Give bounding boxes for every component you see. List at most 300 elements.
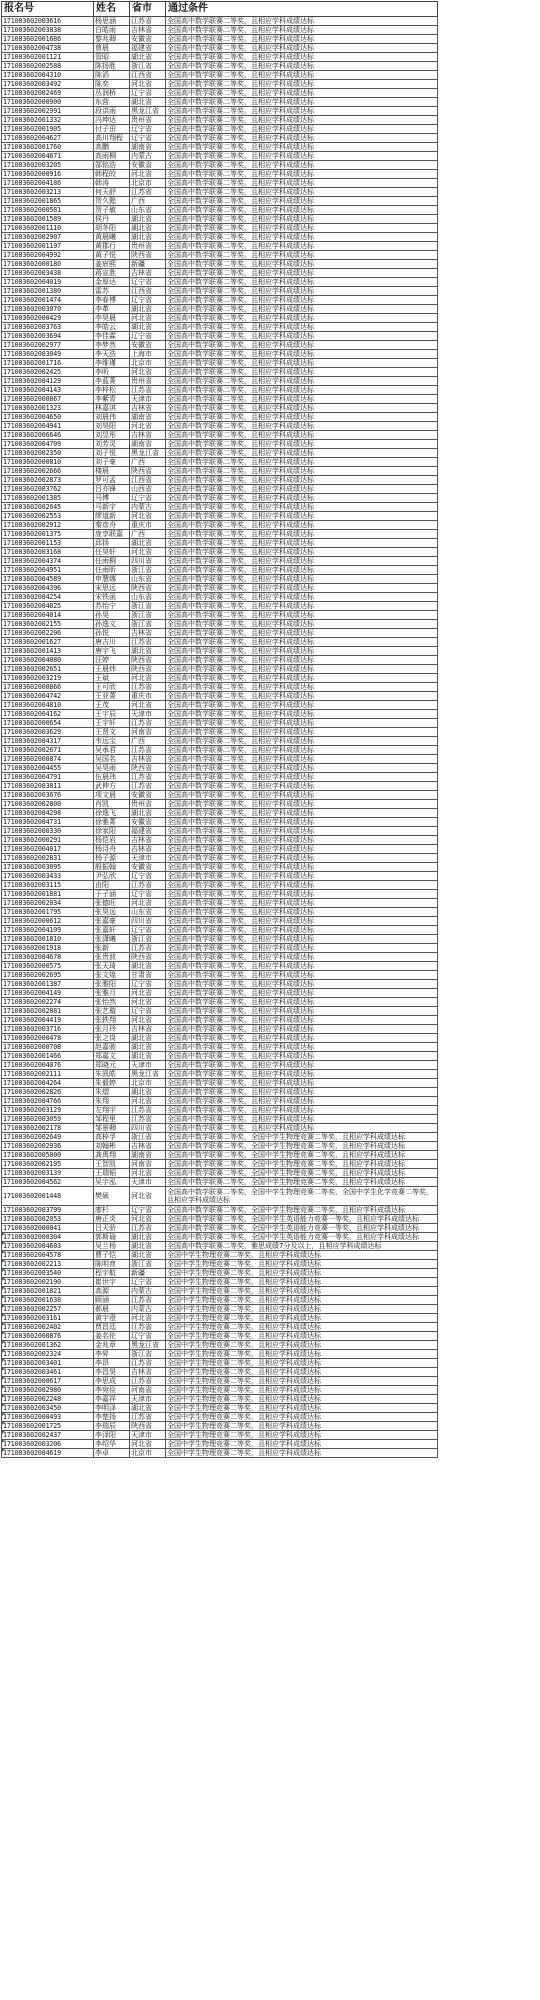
registration-number-cell: 171003602003401: [2, 1359, 94, 1368]
registration-number-cell: 171003602002190: [2, 1278, 94, 1287]
province-cell: 湖北省: [130, 215, 166, 224]
registration-number-cell: 171003602004738: [2, 44, 94, 53]
table-row: [2, 566, 438, 575]
table-row: [2, 305, 438, 314]
qualification-cell: 全国高中数学联赛二等奖，且相应学科成绩达标: [166, 35, 438, 44]
name-cell: 赵嘉骏: [94, 1043, 130, 1052]
province-cell: 河北省: [130, 368, 166, 377]
registration-number-cell: 171003602004709: [2, 440, 94, 449]
qualification-cell: 全国高中数学联赛二等奖，全国中学生物理竞赛二等奖，且相应学科成绩达标: [166, 1133, 438, 1142]
table-row: [2, 188, 438, 197]
qualification-cell: 全国中学生物理竞赛二等奖，且相应学科成绩达标: [166, 1332, 438, 1341]
province-cell: 辽宁省: [130, 1278, 166, 1287]
name-cell: 李维瑾: [94, 359, 130, 368]
registration-number-cell: 171003602000876: [2, 1332, 94, 1341]
province-cell: 河北省: [130, 548, 166, 557]
name-cell: 高川翔程: [94, 134, 130, 143]
registration-number-cell: 171003602001362: [2, 1341, 94, 1350]
qualification-cell: 全国高中数学联赛二等奖，且相应学科成绩达标: [166, 1079, 438, 1088]
registration-number-cell: 171003602002645: [2, 503, 94, 512]
qualification-cell: 全国高中数学联赛二等奖，且相应学科成绩达标: [166, 413, 438, 422]
province-cell: 广西: [130, 530, 166, 539]
name-cell: 姜宸熙: [94, 260, 130, 269]
name-cell: 白皓雨: [94, 26, 130, 35]
registration-number-cell: 171003602000866: [2, 683, 94, 692]
table-row: [2, 206, 438, 215]
qualification-cell: 全国高中数学联赛二等奖，且相应学科成绩达标: [166, 503, 438, 512]
province-cell: 安徽省: [130, 791, 166, 800]
province-cell: 江苏省: [130, 773, 166, 782]
table-row: [2, 287, 438, 296]
registration-number-cell: 171003602004678: [2, 953, 94, 962]
name-cell: 王茂: [94, 701, 130, 710]
registration-number-cell: 171003602004149: [2, 989, 94, 998]
qualification-cell: 全国高中数学联赛二等奖，且相应学科成绩达标: [166, 485, 438, 494]
table-row: [2, 1341, 438, 1350]
province-cell: 天津市: [130, 854, 166, 863]
province-cell: 河北省: [130, 998, 166, 1007]
table-row: [2, 71, 438, 80]
qualification-cell: 全国高中数学联赛二等奖，且相应学科成绩达标: [166, 989, 438, 998]
province-cell: 湖北省: [130, 1034, 166, 1043]
province-cell: 湖北省: [130, 323, 166, 332]
province-cell: 内蒙古: [130, 1305, 166, 1314]
name-cell: 朱熠: [94, 1088, 130, 1097]
name-cell: 吴昊雨: [94, 764, 130, 773]
province-cell: 陕西省: [130, 953, 166, 962]
province-cell: 湖北省: [130, 98, 166, 107]
province-cell: 湖南省: [130, 413, 166, 422]
name-cell: 曹子恺: [94, 1251, 130, 1260]
qualification-cell: 全国高中数学联赛二等奖，全国中学生物理竞赛二等奖，且相应学科成绩达标: [166, 1206, 438, 1215]
name-cell: 樊硕: [94, 1187, 130, 1206]
table-row: [2, 1097, 438, 1106]
registration-number-cell: 171003602000493: [2, 1413, 94, 1422]
table-row: [2, 1260, 438, 1269]
qualification-cell: 全国中学生物理竞赛二等奖，且相应学科成绩达标: [166, 1296, 438, 1305]
qualification-cell: 全国高中数学联赛二等奖，且相应学科成绩达标: [166, 926, 438, 935]
registration-number-cell: 171003602004562: [2, 1178, 94, 1187]
name-cell: 杨子源: [94, 854, 130, 863]
province-cell: 天津市: [130, 1061, 166, 1070]
province-cell: 河北省: [130, 512, 166, 521]
qualification-cell: 全国中学生物理竞赛二等奖，且相应学科成绩达标: [166, 1350, 438, 1359]
table-row: [2, 1052, 438, 1061]
qualification-cell: 全国高中数学联赛二等奖，且相应学科成绩达标: [166, 404, 438, 413]
name-cell: 肖凯: [94, 800, 130, 809]
province-cell: 江苏省: [130, 638, 166, 647]
registration-number-cell: 171003602001375: [2, 530, 94, 539]
registration-number-cell: 171003602001881: [2, 890, 94, 899]
province-cell: 广西: [130, 197, 166, 206]
name-cell: 张雅月: [94, 989, 130, 998]
registration-number-cell: 171003602002437: [2, 1431, 94, 1440]
registration-number-cell: 171003602004076: [2, 1061, 94, 1070]
province-cell: 江苏省: [130, 1323, 166, 1332]
table-row: [2, 233, 438, 242]
province-cell: 河北省: [130, 1215, 166, 1224]
qualification-cell: 全国高中数学联赛二等奖，且相应学科成绩达标: [166, 701, 438, 710]
name-cell: 贺子敏: [94, 206, 130, 215]
registration-number-cell: 171003602002425: [2, 368, 94, 377]
table-row: [2, 134, 438, 143]
name-cell: 唐宇飞: [94, 647, 130, 656]
table-row: [2, 278, 438, 287]
registration-number-cell: 171003602002111: [2, 1070, 94, 1079]
province-cell: 天津市: [130, 1431, 166, 1440]
table-row: [2, 215, 438, 224]
name-cell: 曾晨: [94, 44, 130, 53]
province-cell: 江苏省: [130, 944, 166, 953]
table-row: [2, 935, 438, 944]
qualification-cell: 全国中学生物理竞赛二等奖，且相应学科成绩达标: [166, 1368, 438, 1377]
name-cell: 宋铁函: [94, 593, 130, 602]
table-row: [2, 1449, 438, 1458]
table-row: [2, 620, 438, 629]
province-cell: 吉林省: [130, 629, 166, 638]
name-cell: 朱毅婷: [94, 1079, 130, 1088]
table-row: [2, 314, 438, 323]
name-cell: 郭斯瑜: [94, 1233, 130, 1242]
qualification-cell: 全国高中数学联赛二等奖，且相应学科成绩达标: [166, 512, 438, 521]
registration-number-cell: 171003602000291: [2, 836, 94, 845]
table-row: [2, 197, 438, 206]
qualification-cell: 全国高中数学联赛二等奖，且相应学科成绩达标: [166, 53, 438, 62]
province-cell: 辽宁省: [130, 494, 166, 503]
registration-number-cell: 171003602004310: [2, 71, 94, 80]
province-cell: 山东省: [130, 206, 166, 215]
table-row: [2, 971, 438, 980]
province-cell: 江苏省: [130, 1413, 166, 1422]
table-row: [2, 80, 438, 89]
registration-number-cell: 171003602001589: [2, 215, 94, 224]
qualification-cell: 全国高中数学联赛二等奖，全国中学生英语能力竞赛一等奖，且相应学科成绩达标: [166, 1233, 438, 1242]
name-cell: 陈奕: [94, 80, 130, 89]
qualification-cell: 全国高中数学联赛二等奖，且相应学科成绩达标: [166, 278, 438, 287]
table-row: [2, 575, 438, 584]
qualification-cell: 全国高中数学联赛二等奖，且相应学科成绩达标: [166, 161, 438, 170]
name-cell: 宋思远: [94, 584, 130, 593]
table-row: [2, 755, 438, 764]
table-row: [2, 1395, 438, 1404]
table-row: [2, 1287, 438, 1296]
province-cell: 陕西省: [130, 584, 166, 593]
qualification-cell: 全国高中数学联赛二等奖，且相应学科成绩达标: [166, 998, 438, 1007]
qualification-cell: 全国高中数学联赛二等奖，且相应学科成绩达标: [166, 1025, 438, 1034]
province-cell: 江苏省: [130, 188, 166, 197]
table-row: [2, 827, 438, 836]
name-cell: 李楚扬: [94, 1413, 130, 1422]
province-cell: 湖北省: [130, 962, 166, 971]
table-row: [2, 530, 438, 539]
name-cell: 吴兰杨: [94, 1242, 130, 1251]
province-cell: 浙江省: [130, 620, 166, 629]
qualification-cell: 全国高中数学联赛二等奖，且相应学科成绩达标: [166, 692, 438, 701]
qualification-cell: 全国高中数学联赛二等奖，且相应学科成绩达标: [166, 728, 438, 737]
province-cell: 广西: [130, 737, 166, 746]
qualification-cell: 全国高中数学联赛二等奖，且相应学科成绩达标: [166, 593, 438, 602]
province-cell: 吉林省: [130, 1142, 166, 1151]
province-cell: 河北省: [130, 899, 166, 908]
name-cell: 邹景卿: [94, 1124, 130, 1133]
name-cell: 由阳: [94, 881, 130, 890]
province-cell: 内蒙古: [130, 503, 166, 512]
province-cell: 吉林省: [130, 1368, 166, 1377]
registration-number-cell: 171003602002831: [2, 854, 94, 863]
registration-number-cell: 171003602002274: [2, 998, 94, 1007]
table-row: [2, 35, 438, 44]
registration-number-cell: 171003602000810: [2, 458, 94, 467]
registration-number-cell: 171003602004186: [2, 179, 94, 188]
qualification-cell: 全国中学生物理竞赛二等奖，且相应学科成绩达标: [166, 1386, 438, 1395]
name-cell: 郑晓元: [94, 1061, 130, 1070]
registration-number-cell: 171003602002553: [2, 512, 94, 521]
registration-number-cell: 171003602003763: [2, 323, 94, 332]
table-row: [2, 251, 438, 260]
qualification-cell: 全国高中数学联赛二等奖，且相应学科成绩达标: [166, 1061, 438, 1070]
name-cell: 胡冬阳: [94, 224, 130, 233]
province-cell: 重庆市: [130, 521, 166, 530]
qualification-cell: 全国高中数学联赛二等奖，且相应学科成绩达标: [166, 1043, 438, 1052]
registration-number-cell: 171003602001121: [2, 53, 94, 62]
table-row: [2, 1016, 438, 1025]
province-cell: 河北省: [130, 170, 166, 179]
province-cell: 江苏省: [130, 1224, 166, 1233]
province-cell: 安徽省: [130, 863, 166, 872]
name-cell: 张怡然: [94, 998, 130, 1007]
name-cell: 马博: [94, 494, 130, 503]
table-row: [2, 845, 438, 854]
table-row: [2, 701, 438, 710]
qualification-cell: 全国中学生物理竞赛二等奖，且相应学科成绩达标: [166, 1377, 438, 1386]
registration-number-cell: 171003602003161: [2, 1314, 94, 1323]
registration-number-cell: 171003602004650: [2, 413, 94, 422]
table-row: [2, 1431, 438, 1440]
qualification-cell: 全国高中数学联赛二等奖，且相应学科成绩达标: [166, 1088, 438, 1097]
province-cell: 黑龙江省: [130, 107, 166, 116]
name-cell: 林嘉淇: [94, 404, 130, 413]
registration-number-cell: 171003602003139: [2, 1169, 94, 1178]
registration-number-cell: 171003602003115: [2, 881, 94, 890]
qualification-cell: 全国高中数学联赛二等奖，且相应学科成绩达标: [166, 395, 438, 404]
name-cell: 徐雅菁: [94, 818, 130, 827]
qualification-cell: 全国高中数学联赛二等奖，且相应学科成绩达标: [166, 71, 438, 80]
registration-number-cell: 171003602001918: [2, 944, 94, 953]
table-row: [2, 1034, 438, 1043]
registration-number-cell: 171003602002588: [2, 62, 94, 71]
province-cell: 河北省: [130, 1440, 166, 1449]
qualification-cell: 全国高中数学联赛二等奖，雅思成绩7分及以上，且相应学科成绩达标: [166, 1242, 438, 1251]
registration-number-cell: 171003602000330: [2, 827, 94, 836]
province-cell: 辽宁省: [130, 980, 166, 989]
qualification-cell: 全国高中数学联赛二等奖，且相应学科成绩达标: [166, 359, 438, 368]
table-row: [2, 836, 438, 845]
table-row: [2, 161, 438, 170]
registration-number-cell: 171003602003205: [2, 161, 94, 170]
name-cell: 何天舒: [94, 188, 130, 197]
registration-number-cell: 171003602002991: [2, 107, 94, 116]
table-row: [2, 242, 438, 251]
table-row: [2, 62, 438, 71]
registration-number-cell: 171003602001627: [2, 638, 94, 647]
registration-number-cell: 171003602002350: [2, 449, 94, 458]
qualification-cell: 全国高中数学联赛二等奖，且相应学科成绩达标: [166, 665, 438, 674]
name-cell: 孙逸文: [94, 620, 130, 629]
name-cell: 李天浩: [94, 350, 130, 359]
province-cell: 湖北省: [130, 539, 166, 548]
name-cell: 李昊晨: [94, 314, 130, 323]
province-cell: 河北省: [130, 674, 166, 683]
name-cell: 吕亦锋: [94, 485, 130, 494]
registration-number-cell: 171003602001448: [2, 1187, 94, 1206]
table-row: [2, 269, 438, 278]
province-cell: 吉林省: [130, 404, 166, 413]
table-row: [2, 395, 438, 404]
qualification-cell: 全国高中数学联赛二等奖，且相应学科成绩达标: [166, 152, 438, 161]
name-cell: 张轶翔: [94, 1016, 130, 1025]
table-row: [2, 890, 438, 899]
qualification-cell: 全国高中数学联赛二等奖，且相应学科成绩达标: [166, 215, 438, 224]
table-row: [2, 485, 438, 494]
name-cell: 郜铭浩: [94, 161, 130, 170]
table-row: [2, 674, 438, 683]
province-cell: 浙江省: [130, 1350, 166, 1359]
registration-number-cell: 171003602001821: [2, 1287, 94, 1296]
table-row: [2, 872, 438, 881]
table-row: [2, 89, 438, 98]
province-cell: 陕西省: [130, 656, 166, 665]
registration-number-cell: 171003602004731: [2, 818, 94, 827]
table-row: [2, 1178, 438, 1187]
name-cell: 王斌: [94, 674, 130, 683]
province-cell: 陕西省: [130, 1422, 166, 1431]
table-row: [2, 989, 438, 998]
qualification-cell: 全国高中数学联赛二等奖，且相应学科成绩达标: [166, 845, 438, 854]
name-cell: 李春博: [94, 296, 130, 305]
table-row: [2, 449, 438, 458]
qualification-cell: 全国高中数学联赛二等奖，且相应学科成绩达标: [166, 1115, 438, 1124]
table-row: [2, 719, 438, 728]
table-row: [2, 638, 438, 647]
province-cell: 甘肃省: [130, 971, 166, 980]
name-cell: 苏怡宁: [94, 602, 130, 611]
name-cell: 李明泽: [94, 1404, 130, 1413]
registration-number-cell: 171003602001760: [2, 143, 94, 152]
table-row: [2, 107, 438, 116]
province-cell: 辽宁省: [130, 125, 166, 134]
table-row: [2, 1142, 438, 1151]
name-cell: 张昊远: [94, 908, 130, 917]
name-cell: 徐家阳: [94, 827, 130, 836]
name-cell: 黄宇澄: [94, 1314, 130, 1323]
table-row: [2, 1368, 438, 1377]
registration-number-cell: 171003602000304: [2, 1233, 94, 1242]
registration-number-cell: 171003602003676: [2, 791, 94, 800]
registration-number-cell: 171003602004742: [2, 692, 94, 701]
province-cell: 江苏省: [130, 782, 166, 791]
table-row: [2, 539, 438, 548]
name-cell: 李昂: [94, 1359, 130, 1368]
qualification-cell: 全国高中数学联赛二等奖，且相应学科成绩达标: [166, 638, 438, 647]
table-row: [2, 764, 438, 773]
qualification-cell: 全国高中数学联赛二等奖，且相应学科成绩达标: [166, 647, 438, 656]
province-cell: 吉林省: [130, 836, 166, 845]
name-cell: 顾涵: [94, 1296, 130, 1305]
province-cell: 辽宁省: [130, 872, 166, 881]
qualification-cell: 全国高中数学联赛二等奖，且相应学科成绩达标: [166, 449, 438, 458]
qualification-cell: 全国高中数学联赛二等奖，全国中学生英语能力竞赛一等奖，且相应学科成绩达标: [166, 1224, 438, 1233]
qualification-cell: 全国高中数学联赛二等奖，且相应学科成绩达标: [166, 854, 438, 863]
registration-number-cell: 171003602000654: [2, 719, 94, 728]
qualification-cell: 全国高中数学联赛二等奖，且相应学科成绩达标: [166, 233, 438, 242]
name-cell: 李皓云: [94, 323, 130, 332]
registration-number-cell: 171003602001110: [2, 224, 94, 233]
province-cell: 湖北省: [130, 224, 166, 233]
name-cell: 黎兆卿: [94, 35, 130, 44]
table-row: [2, 1305, 438, 1314]
province-cell: 湖北省: [130, 305, 166, 314]
registration-number-cell: 171003602002873: [2, 476, 94, 485]
qualification-cell: 全国高中数学联赛二等奖，且相应学科成绩达标: [166, 710, 438, 719]
name-cell: 李泽阳: [94, 1431, 130, 1440]
name-cell: 张艺璇: [94, 1007, 130, 1016]
name-cell: 吴承君: [94, 746, 130, 755]
name-cell: 李梦然: [94, 341, 130, 350]
table-row: [2, 143, 438, 152]
qualification-cell: 全国中学生物理竞赛二等奖，且相应学科成绩达标: [166, 1269, 438, 1278]
qualification-cell: 全国高中数学联赛二等奖，且相应学科成绩达标: [166, 350, 438, 359]
province-cell: 内蒙古: [130, 152, 166, 161]
qualification-cell: 全国高中数学联赛二等奖，且相应学科成绩达标: [166, 719, 438, 728]
name-cell: 雷苏: [94, 287, 130, 296]
qualification-cell: 全国高中数学联赛二等奖，且相应学科成绩达标: [166, 980, 438, 989]
table-row: [2, 440, 438, 449]
table-row: [2, 1278, 438, 1287]
name-cell: 杨浔舟: [94, 845, 130, 854]
name-cell: 蒋宣胜: [94, 269, 130, 278]
table-row: [2, 629, 438, 638]
name-cell: 杨思涵: [94, 17, 130, 26]
province-cell: 辽宁省: [130, 1007, 166, 1016]
registration-number-cell: 171003602004109: [2, 926, 94, 935]
province-cell: 天津市: [130, 395, 166, 404]
table-row: [2, 98, 438, 107]
qualification-cell: 全国高中数学联赛二等奖，且相应学科成绩达标: [166, 674, 438, 683]
qualification-cell: 全国高中数学联赛二等奖，且相应学科成绩达标: [166, 476, 438, 485]
registration-number-cell: 171003602003762: [2, 485, 94, 494]
qualification-cell: 全国高中数学联赛二等奖，且相应学科成绩达标: [166, 629, 438, 638]
registration-number-cell: 171003602004080: [2, 656, 94, 665]
province-cell: 浙江省: [130, 602, 166, 611]
province-cell: 山东省: [130, 908, 166, 917]
name-cell: 李嘉祥: [94, 1395, 130, 1404]
name-cell: 马新宇: [94, 503, 130, 512]
name-cell: 张月玲: [94, 1025, 130, 1034]
table-row: [2, 1187, 438, 1206]
registration-number-cell: 171003602002980: [2, 1386, 94, 1395]
table-row: [2, 1070, 438, 1079]
name-cell: 于子涵: [94, 890, 130, 899]
registration-number-cell: 171003602002651: [2, 665, 94, 674]
qualification-cell: 全国高中数学联赛二等奖，且相应学科成绩达标: [166, 143, 438, 152]
province-cell: 浙江省: [130, 1260, 166, 1269]
registration-number-cell: 171003602000575: [2, 962, 94, 971]
qualification-cell: 全国高中数学联赛二等奖，且相应学科成绩达标: [166, 251, 438, 260]
table-row: [2, 683, 438, 692]
province-cell: 浙江省: [130, 62, 166, 71]
name-cell: 李梓松: [94, 386, 130, 395]
name-cell: 缪道新: [94, 512, 130, 521]
